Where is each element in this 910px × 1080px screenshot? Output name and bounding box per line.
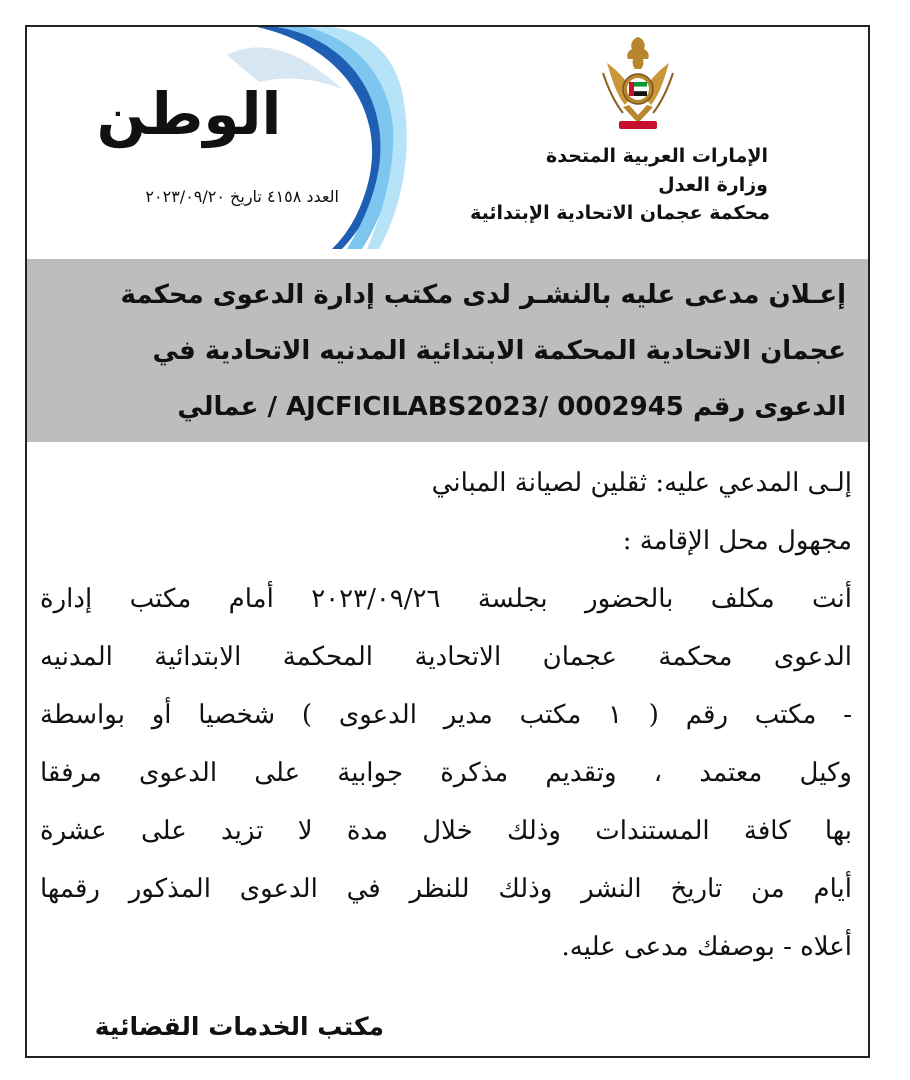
title-line-1: إعـلان مدعى عليه بالنشـر لدى مكتب إدارة الدعوى محكمة <box>120 280 846 310</box>
government-header <box>470 142 768 228</box>
title-line-2: عجمان الاتحادية المحكمة الابتدائية المدنيه الاتحادية في <box>152 336 846 366</box>
court-name: محكمة عجمان الاتحادية الإبتدائية <box>470 202 770 224</box>
country-name: الإمارات العربية المتحدة <box>546 145 768 167</box>
announcement-title <box>66 267 846 435</box>
body-line-7: بها كافة المستندات وذلك خلال مدة لا تزيد على عشرة <box>40 816 852 846</box>
title-line-3 <box>66 379 846 435</box>
ministry-name: وزارة العدل <box>658 173 768 196</box>
announcement-frame <box>25 25 870 1058</box>
body-line-4: الدعوى محكمة عجمان الاتحادية المحكمة الابتدائية المدنيه <box>40 642 852 672</box>
uae-falcon-emblem-icon <box>599 33 677 133</box>
body-line-addressee: إلـى المدعي عليه: ثقلين لصيانة المباني <box>431 468 852 498</box>
body-line-9: أعلاه - بوصفك مدعى عليه. <box>561 932 852 962</box>
newspaper-name: الوطن <box>96 80 282 148</box>
signature: مكتب الخدمات القضائية <box>94 1012 384 1041</box>
body-line-residence: مجهول محل الإقامة : <box>622 526 852 556</box>
title-band <box>27 259 868 442</box>
case-number: AJCFICILABS2023/ 0002945 <box>286 392 684 422</box>
body-line-3: أنت مكلف بالحضور بجلسة ٢٠٢٣/٠٩/٢٦ أمام مكتب إدارة <box>40 584 853 614</box>
title-case-type: / عمالي <box>177 392 277 422</box>
body-line-6: وكيل معتمد ، وتقديم مذكرة جوابية على الدعوى مرفقا <box>40 758 852 788</box>
issue-date: العدد ٤١٥٨ تاريخ ٢٠٢٣/٠٩/٢٠ <box>145 187 339 206</box>
announcement-body <box>40 454 852 976</box>
title-case-prefix: الدعوى رقم <box>692 392 846 422</box>
body-line-5: - مكتب رقم ( ١ مكتب مدير الدعوى ) شخصيا أو بواسطة <box>40 700 852 730</box>
body-line-8: أيام من تاريخ النشر وذلك للنظر في الدعوى المذكور رقمها <box>40 874 852 904</box>
